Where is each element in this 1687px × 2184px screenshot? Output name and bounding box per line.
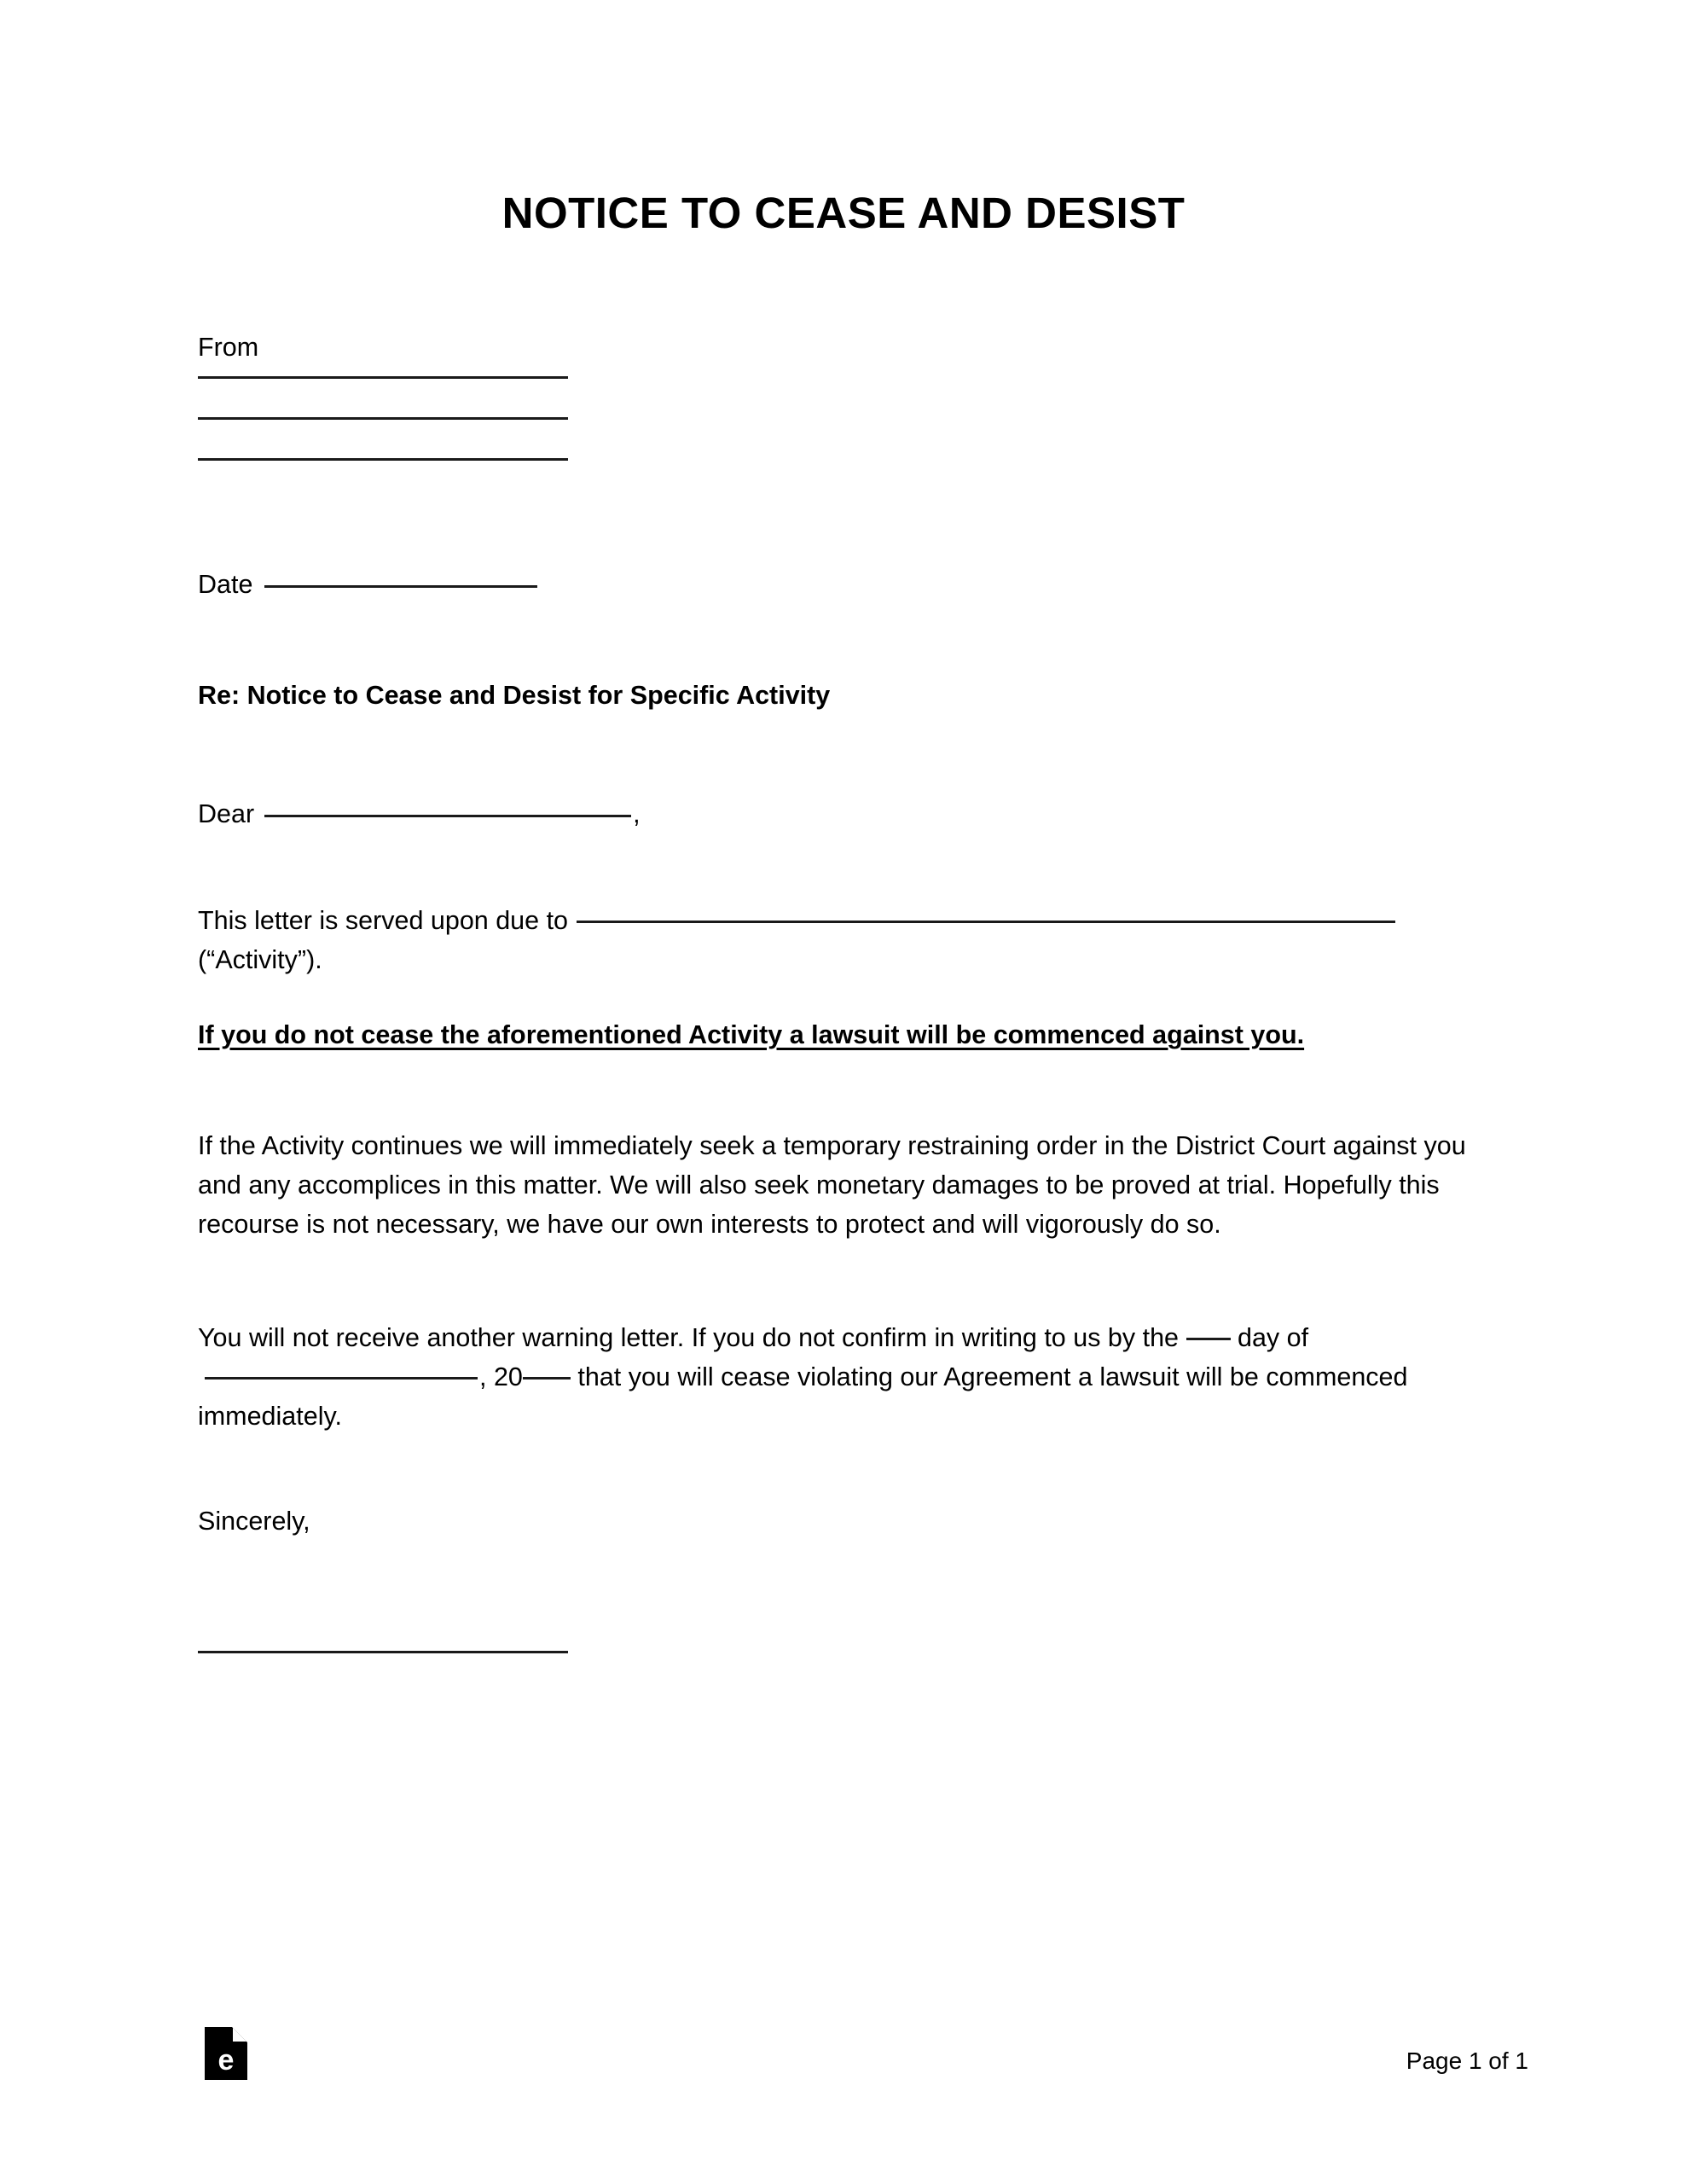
served-text-after: (“Activity”). xyxy=(198,945,322,974)
page-number: Page 1 of 1 xyxy=(1406,2048,1528,2074)
from-line-3[interactable] xyxy=(198,458,568,461)
salutation-row xyxy=(198,795,641,833)
served-paragraph xyxy=(198,901,1487,979)
court-paragraph: If the Activity continues we will immediately seek a temporary restraining order in the District Court against you and any accomplices in this matter. We will also seek monetary damages to be proved at trial. Hopefully this recourse is not necessary, we have our own interests to protect and will vigorously do so. xyxy=(198,1131,1466,1239)
warning-paragraph: If you do not cease the aforementioned Activity a lawsuit will be commenced against you. xyxy=(198,1020,1305,1049)
page-title: NOTICE TO CEASE AND DESIST xyxy=(501,189,1186,237)
from-lines xyxy=(198,376,1487,461)
year-input-line[interactable] xyxy=(523,1377,571,1380)
signature-line[interactable] xyxy=(198,1651,568,1653)
date-row xyxy=(198,566,537,603)
served-text-before: This letter is served upon due to xyxy=(198,906,569,935)
confirm-text-part-4: that you will cease violating our Agreement a lawsuit will be commenced immediately. xyxy=(198,1362,1408,1431)
date-label: Date xyxy=(198,570,253,599)
month-input-line[interactable] xyxy=(205,1377,478,1380)
from-line-2[interactable] xyxy=(198,417,568,420)
from-line-1[interactable] xyxy=(198,376,568,379)
date-input-line[interactable] xyxy=(264,585,537,588)
svg-text:e: e xyxy=(217,2044,235,2077)
from-block xyxy=(198,328,1487,461)
day-input-line[interactable] xyxy=(1186,1338,1231,1340)
confirm-text-part-2: day of xyxy=(1238,1323,1309,1352)
subject-line: Re: Notice to Cease and Desist for Specific Activity xyxy=(198,681,831,710)
confirm-text-part-3: , 20 xyxy=(479,1362,523,1391)
activity-description-line[interactable] xyxy=(577,921,1395,923)
salutation-comma: , xyxy=(633,799,641,828)
closing-text: Sincerely, xyxy=(198,1507,310,1536)
salutation-label: Dear xyxy=(198,799,255,828)
from-label: From xyxy=(198,333,259,362)
confirm-text-part-1: You will not receive another warning letter. If you do not confirm in writing to us by the xyxy=(198,1323,1180,1352)
confirm-paragraph xyxy=(198,1318,1487,1436)
recipient-name-line[interactable] xyxy=(264,815,631,817)
eforms-logo-icon xyxy=(205,2027,247,2080)
